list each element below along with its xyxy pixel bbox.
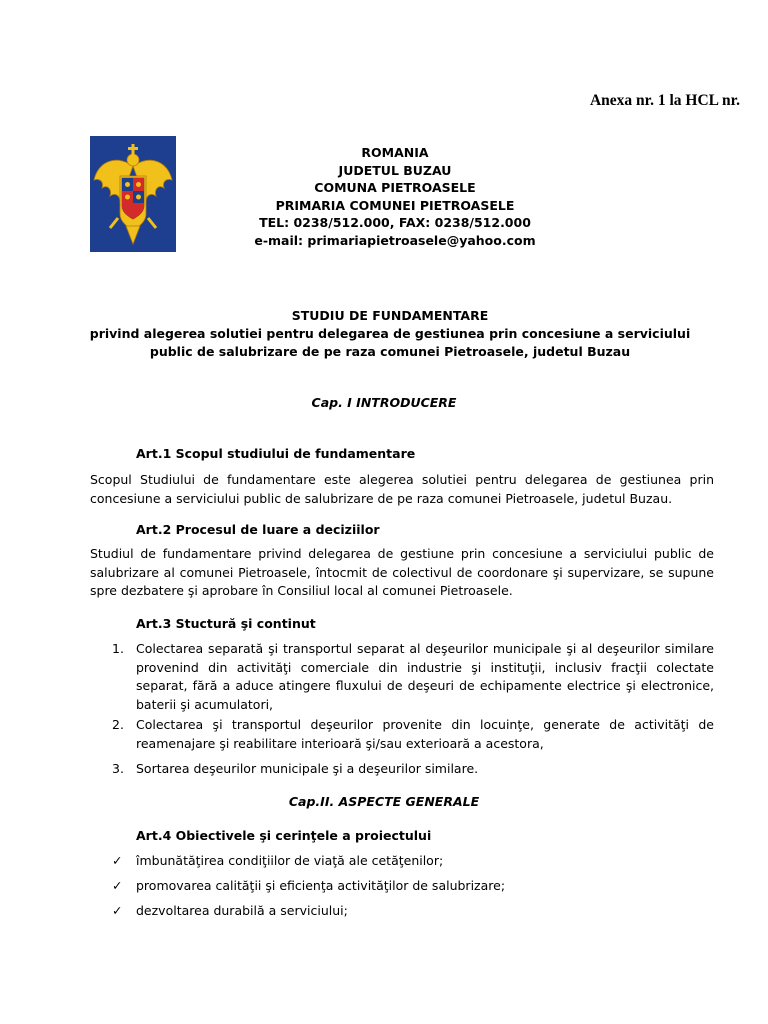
check-list-text: dezvoltarea durabilă a serviciului; — [136, 903, 348, 918]
institution-header — [200, 144, 590, 249]
list-text: Colectarea separată şi transportul separat al deşeurilor municipale şi al deşeurilor similare provenind din activităţi comerciale din industrie şi instituţii, inclusiv fracţii colectate separat, fără a aduce atingere fluxului de deşeuri de echipamente electrice şi electronice, baterii şi acumulatori, — [136, 641, 714, 712]
chapter-heading: Cap. I INTRODUCERE — [311, 395, 457, 410]
list-text: Sortarea deşeurilor municipale şi a deşeurilor similare. — [136, 761, 479, 776]
chapter-heading: Cap.II. ASPECTE GENERALE — [288, 794, 480, 809]
list-number: 3. — [112, 761, 124, 776]
header-line: PRIMARIA COMUNEI PIETROASELE — [275, 197, 515, 213]
article-paragraph: Scopul Studiului de fundamentare este alegerea solutiei pentru delegarea de gestiunea prin concesiune a serviciului public de salubrizare de pe raza comunei Pietroasele, judetul Buzau. — [90, 472, 714, 506]
coat-of-arms-icon — [90, 136, 176, 252]
check-icon: ✓ — [112, 853, 123, 868]
list-number: 1. — [112, 641, 124, 656]
title-line: STUDIU DE FUNDAMENTARE — [291, 308, 489, 323]
header-line: JUDETUL BUZAU — [338, 162, 452, 178]
header-line: COMUNA PIETROASELE — [314, 180, 476, 195]
article-paragraph: Studiul de fundamentare privind delegarea de gestiune prin concesiune a serviciului public de salubrizare al comunei Pietroasele, întocmit de colectivul de coordonare şi supervizare, se supune spre dezbatere şi aprobare în Consiliul local al comunei Pietroasele. — [90, 546, 714, 598]
annex-reference: Anexa nr. 1 la HCL nr. — [589, 92, 740, 109]
check-list-text: promovarea calităţii şi eficienţa activităţilor de salubrizare; — [136, 878, 506, 893]
list-number: 2. — [112, 717, 124, 732]
header-line: ROMANIA — [361, 145, 429, 160]
check-icon: ✓ — [112, 903, 123, 918]
title-line: privind alegerea solutiei pentru delegarea de gestiunea prin concesiune a serviciului — [89, 326, 691, 341]
header-line: TEL: 0238/512.000, FAX: 0238/512.000 — [259, 215, 531, 230]
article-heading: Art.2 Procesul de luare a deciziilor — [136, 522, 380, 537]
document-title — [60, 307, 720, 361]
article-heading: Art.1 Scopul studiului de fundamentare — [136, 446, 416, 461]
article-heading: Art.3 Stuctură şi continut — [136, 616, 316, 631]
check-icon: ✓ — [112, 878, 123, 893]
header-line: e-mail: primariapietroasele@yahoo.com — [254, 232, 536, 248]
title-line: public de salubrizare de pe raza comunei Pietroasele, judetul Buzau — [149, 344, 631, 359]
list-text: Colectarea şi transportul deşeurilor provenite din locuinţe, generate de activităţi de reamenajare şi reabilitare interioară şi/sau exterioară a acestora, — [136, 717, 714, 751]
check-list-text: îmbunătăţirea condiţiilor de viaţă ale cetăţenilor; — [136, 853, 444, 868]
article-heading: Art.4 Obiectivele şi cerinţele a proiectului — [136, 828, 432, 843]
